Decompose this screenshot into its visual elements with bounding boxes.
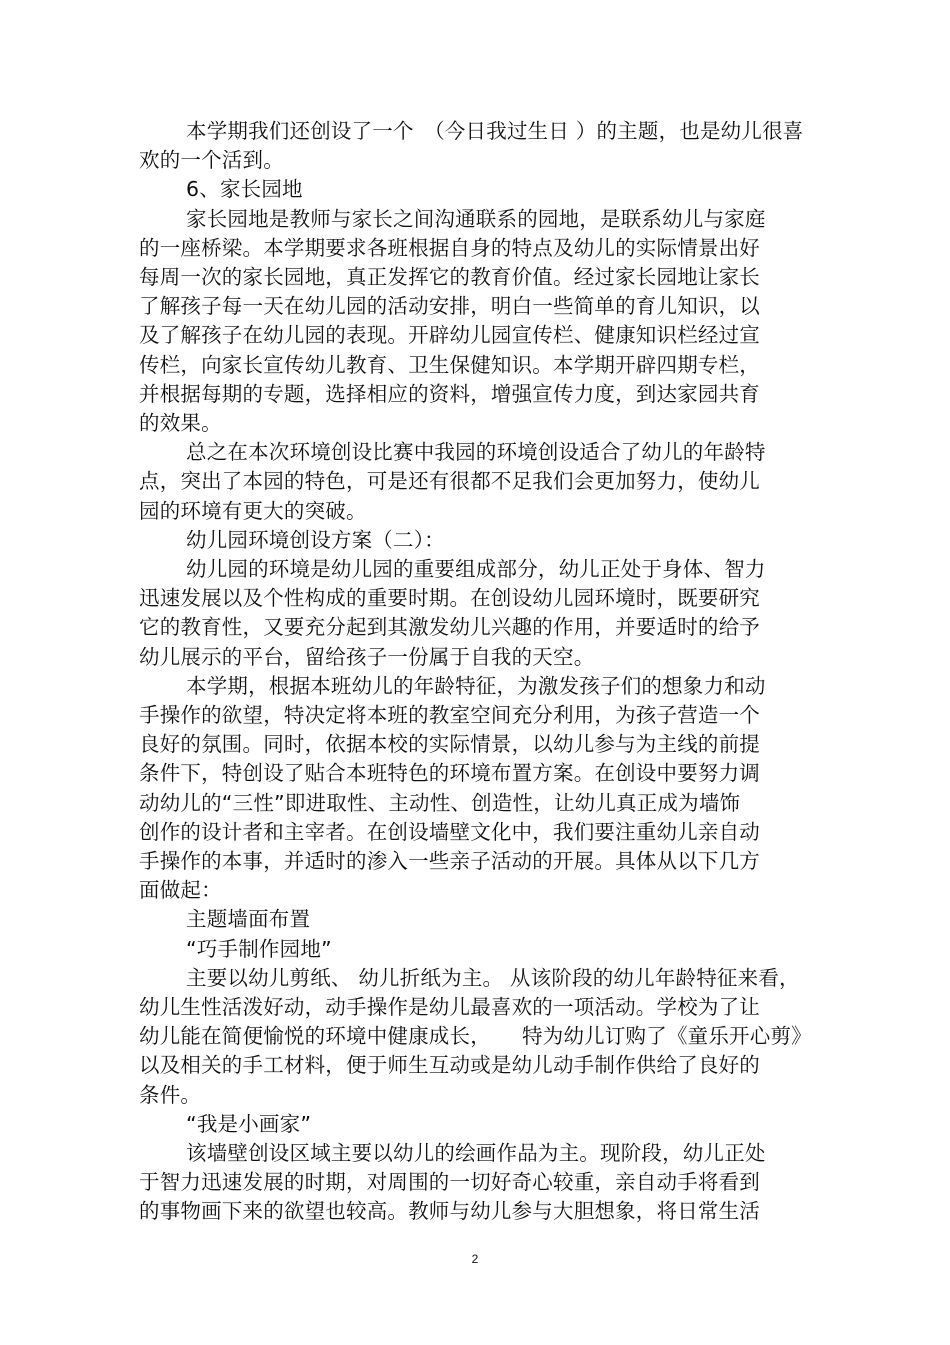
text-line: 传栏，向家长宣传幼儿教育、卫生保健知识。本学期开辟四期专栏， <box>139 353 760 377</box>
text-line: 主要以幼儿剪纸、 幼儿折纸为主。 从该阶段的幼儿年龄特征来看， <box>186 966 800 990</box>
text-line: 该墙壁创设区域主要以幼儿的绘画作品为主。现阶段，幼儿正处 <box>186 1141 766 1165</box>
text-line: 的一座桥梁。本学期要求各班根据自身的特点及幼儿的实际情景出好 <box>139 236 760 260</box>
text-line: 幼儿园的环境是幼儿园的重要组成部分，幼儿正处于身体、智力 <box>186 557 766 581</box>
text-line: 条件下，特创设了贴合本班特色的环境布置方案。在创设中要努力调 <box>139 761 760 785</box>
text-line: 手操作的本事，并适时的渗入一些亲子活动的开展。具体从以下几方 <box>139 849 760 873</box>
section-heading: 6、家长园地 <box>186 177 303 201</box>
text-line: 幼儿生性活泼好动，动手操作是幼儿最喜欢的一项活动。学校为了让 <box>139 995 760 1019</box>
text-line: 总之在本次环境创设比赛中我园的环境创设适合了幼儿的年龄特 <box>186 440 766 464</box>
text-line: 园的环境有更大的突破。 <box>139 499 367 523</box>
section-heading: “我是小画家” <box>186 1112 312 1136</box>
text-line: 家长园地是教师与家长之间沟通联系的园地，是联系幼儿与家庭 <box>186 207 766 231</box>
text-line: 良好的氛围。同时，依据本校的实际情景，以幼儿参与为主线的前提 <box>139 732 760 756</box>
text-line: 每周一次的家长园地，真正发挥它的教育价值。经过家长园地让家长 <box>139 265 760 289</box>
text-line: 本学期我们还创设了一个 （今日我过生日 ）的主题，也是幼儿很喜 <box>186 119 804 143</box>
text-line: 创作的设计者和主宰者。在创设墙壁文化中，我们要注重幼儿亲自动 <box>139 820 760 844</box>
text-line: 了解孩子每一天在幼儿园的活动安排，明白一些简单的育儿知识，以 <box>139 294 760 318</box>
text-line: 面做起： <box>139 878 222 902</box>
page-number: 2 <box>471 1252 479 1266</box>
text-line: 欢的一个活到。 <box>139 148 284 172</box>
text-line: 幼儿能在简便愉悦的环境中健康成长， 特为幼儿订购了《童乐开心剪》 <box>139 1024 812 1048</box>
text-line: 迅速发展以及个性构成的重要时期。在创设幼儿园环境时，既要研究 <box>139 586 760 610</box>
section-heading: 幼儿园环境创设方案（二）： <box>186 528 445 552</box>
text-line: 的效果。 <box>139 411 222 435</box>
text-line: 以及相关的手工材料，便于师生互动或是幼儿动手制作供给了良好的 <box>139 1053 760 1077</box>
text-line: 它的教育性，又要充分起到其激发幼儿兴趣的作用，并要适时的给予 <box>139 615 760 639</box>
text-line: 点，突出了本园的特色，可是还有很都不足我们会更加努力，使幼儿 <box>139 469 760 493</box>
text-line: 动幼儿的“三性”即进取性、主动性、创造性，让幼儿真正成为墙饰 <box>139 791 741 815</box>
text-line: 条件。 <box>139 1083 202 1107</box>
text-line: 于智力迅速发展的时期，对周围的一切好奇心较重，亲自动手将看到 <box>139 1170 760 1194</box>
text-line: 本学期，根据本班幼儿的年龄特征，为激发孩子们的想象力和动 <box>186 674 766 698</box>
text-line: 及了解孩子在幼儿园的表现。开辟幼儿园宣传栏、健康知识栏经过宣 <box>139 323 760 347</box>
section-heading: “巧手制作园地” <box>186 937 332 961</box>
text-line: 手操作的欲望，特决定将本班的教室空间充分利用，为孩子营造一个 <box>139 703 760 727</box>
section-heading: 主题墙面布置 <box>186 907 311 931</box>
text-line: 并根据每期的专题，选择相应的资料，增强宣传力度，到达家园共育 <box>139 382 760 406</box>
text-line: 的事物画下来的欲望也较高。教师与幼儿参与大胆想象，将日常生活 <box>139 1199 760 1223</box>
text-line: 幼儿展示的平台，留给孩子一份属于自我的天空。 <box>139 645 595 669</box>
